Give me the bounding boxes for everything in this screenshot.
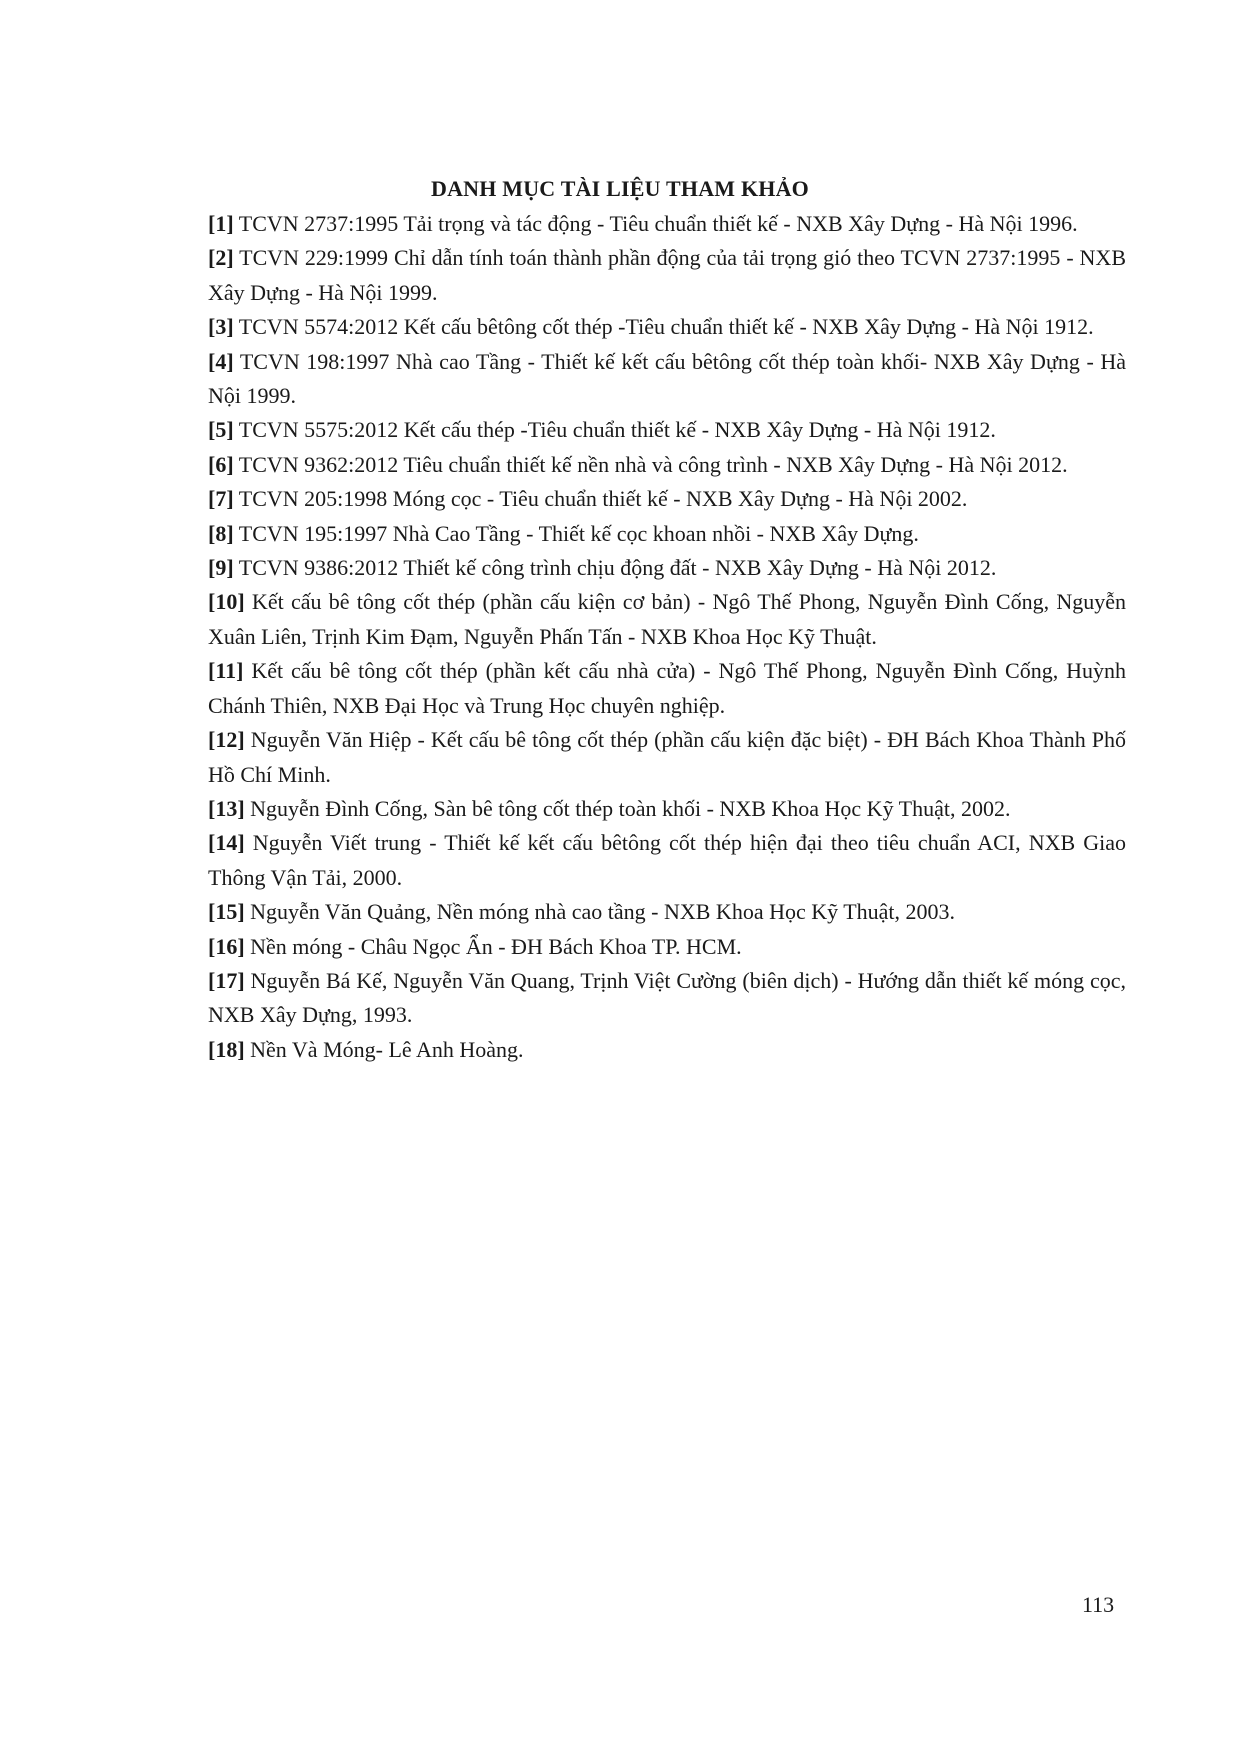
reference-number: [17] [208, 967, 245, 993]
page-title: DANH MỤC TÀI LIỆU THAM KHẢO [430, 176, 809, 201]
reference-text: TCVN 229:1999 Chỉ dẫn tính toán thành phần động của tải trọng gió theo TCVN 2737:1995 - NXB Xây Dựng - Hà Nội 1999. [208, 245, 1126, 305]
reference-text: Nguyễn Bá Kế, Nguyễn Văn Quang, Trịnh Việt Cường (biên dịch) - Hướng dẫn thiết kế móng cọc, NXB Xây Dựng, 1993. [208, 967, 1126, 1028]
reference-number: [1] [208, 211, 234, 236]
reference-number: [13] [208, 795, 245, 821]
reference-text: TCVN 9386:2012 Thiết kế công trình chịu động đất - NXB Xây Dựng - Hà Nội 2012. [233, 555, 997, 581]
reference-number: [6] [208, 451, 234, 477]
reference-item-6 [208, 448, 1126, 482]
reference-number: [15] [208, 899, 245, 925]
reference-text: Kết cấu bê tông cốt thép (phần kết cấu nhà cửa) - Ngô Thế Phong, Nguyễn Đình Cống, Huỳnh Chánh Thiên, NXB Đại Học và Trung Học chuyên nghiệp. [208, 658, 1126, 718]
reference-item-10 [208, 585, 1126, 654]
reference-text: Nguyễn Văn Quảng, Nền móng nhà cao tầng - NXB Khoa Học Kỹ Thuật, 2003. [244, 899, 956, 925]
reference-item-13 [208, 792, 1126, 826]
reference-item-1 [208, 207, 1126, 241]
reference-number: [12] [208, 727, 245, 753]
reference-text: TCVN 195:1997 Nhà Cao Tầng - Thiết kế cọc khoan nhồi - NXB Xây Dựng. [233, 520, 919, 546]
reference-item-4 [208, 345, 1126, 414]
reference-text: Nền Và Móng- Lê Anh Hoàng. [244, 1036, 524, 1062]
reference-item-11 [208, 654, 1126, 723]
reference-number: [7] [208, 486, 234, 512]
reference-item-2 [208, 241, 1126, 310]
reference-number: [18] [208, 1036, 245, 1062]
reference-item-9 [208, 551, 1126, 585]
reference-number: [5] [208, 417, 234, 443]
page-number: 113 [1082, 1592, 1115, 1617]
reference-item-16 [208, 930, 1126, 964]
reference-item-7 [208, 482, 1126, 516]
reference-number: [8] [208, 520, 234, 546]
reference-text: TCVN 205:1998 Móng cọc - Tiêu chuẩn thiết kế - NXB Xây Dựng - Hà Nội 2002. [233, 486, 968, 512]
reference-list [208, 207, 1126, 1067]
reference-text: Nguyễn Đình Cống, Sàn bê tông cốt thép toàn khối - NXB Khoa Học Kỹ Thuật, 2002. [244, 795, 1011, 821]
reference-text: Nguyễn Viết trung - Thiết kế kết cấu bêtông cốt thép hiện đại theo tiêu chuẩn ACI, NXB Giao Thông Vận Tải, 2000. [208, 830, 1126, 890]
reference-number: [14] [208, 830, 245, 856]
reference-item-3 [208, 310, 1126, 344]
reference-item-12 [208, 723, 1126, 792]
reference-number: [11] [208, 658, 244, 684]
reference-item-18 [208, 1033, 1126, 1067]
reference-text: Nền móng - Châu Ngọc Ẩn - ĐH Bách Khoa TP. HCM. [244, 933, 742, 959]
reference-item-17 [208, 964, 1126, 1033]
reference-number: [4] [208, 348, 234, 374]
reference-number: [10] [208, 589, 245, 615]
reference-item-8 [208, 517, 1126, 551]
reference-item-5 [208, 413, 1126, 447]
reference-text: TCVN 5575:2012 Kết cấu thép -Tiêu chuẩn thiết kế - NXB Xây Dựng - Hà Nội 1912. [233, 417, 996, 443]
reference-text: TCVN 9362:2012 Tiêu chuẩn thiết kế nền nhà và công trình - NXB Xây Dựng - Hà Nội 2012. [233, 451, 1068, 477]
reference-text: Kết cấu bê tông cốt thép (phần cấu kiện cơ bản) - Ngô Thế Phong, Nguyễn Đình Cống, Nguyễn Xuân Liên, Trịnh Kim Đạm, Nguyễn Phấn Tấn - NXB Khoa Học Kỹ Thuật. [208, 589, 1126, 649]
reference-number: [16] [208, 933, 245, 959]
reference-number: [3] [208, 314, 234, 340]
reference-number: [9] [208, 555, 234, 581]
reference-text: TCVN 2737:1995 Tải trọng và tác động - Tiêu chuẩn thiết kế - NXB Xây Dựng - Hà Nội 1996. [233, 211, 1078, 236]
reference-item-14 [208, 826, 1126, 895]
reference-text: TCVN 5574:2012 Kết cấu bêtông cốt thép -Tiêu chuẩn thiết kế - NXB Xây Dựng - Hà Nội 1912. [233, 314, 1094, 340]
reference-number: [2] [208, 245, 234, 271]
reference-text: TCVN 198:1997 Nhà cao Tầng - Thiết kế kết cấu bêtông cốt thép toàn khối- NXB Xây Dựng - Hà Nội 1999. [208, 348, 1126, 409]
reference-item-15 [208, 895, 1126, 929]
reference-text: Nguyễn Văn Hiệp - Kết cấu bê tông cốt thép (phần cấu kiện đặc biệt) - ĐH Bách Khoa Thành Phố Hồ Chí Minh. [208, 727, 1126, 787]
